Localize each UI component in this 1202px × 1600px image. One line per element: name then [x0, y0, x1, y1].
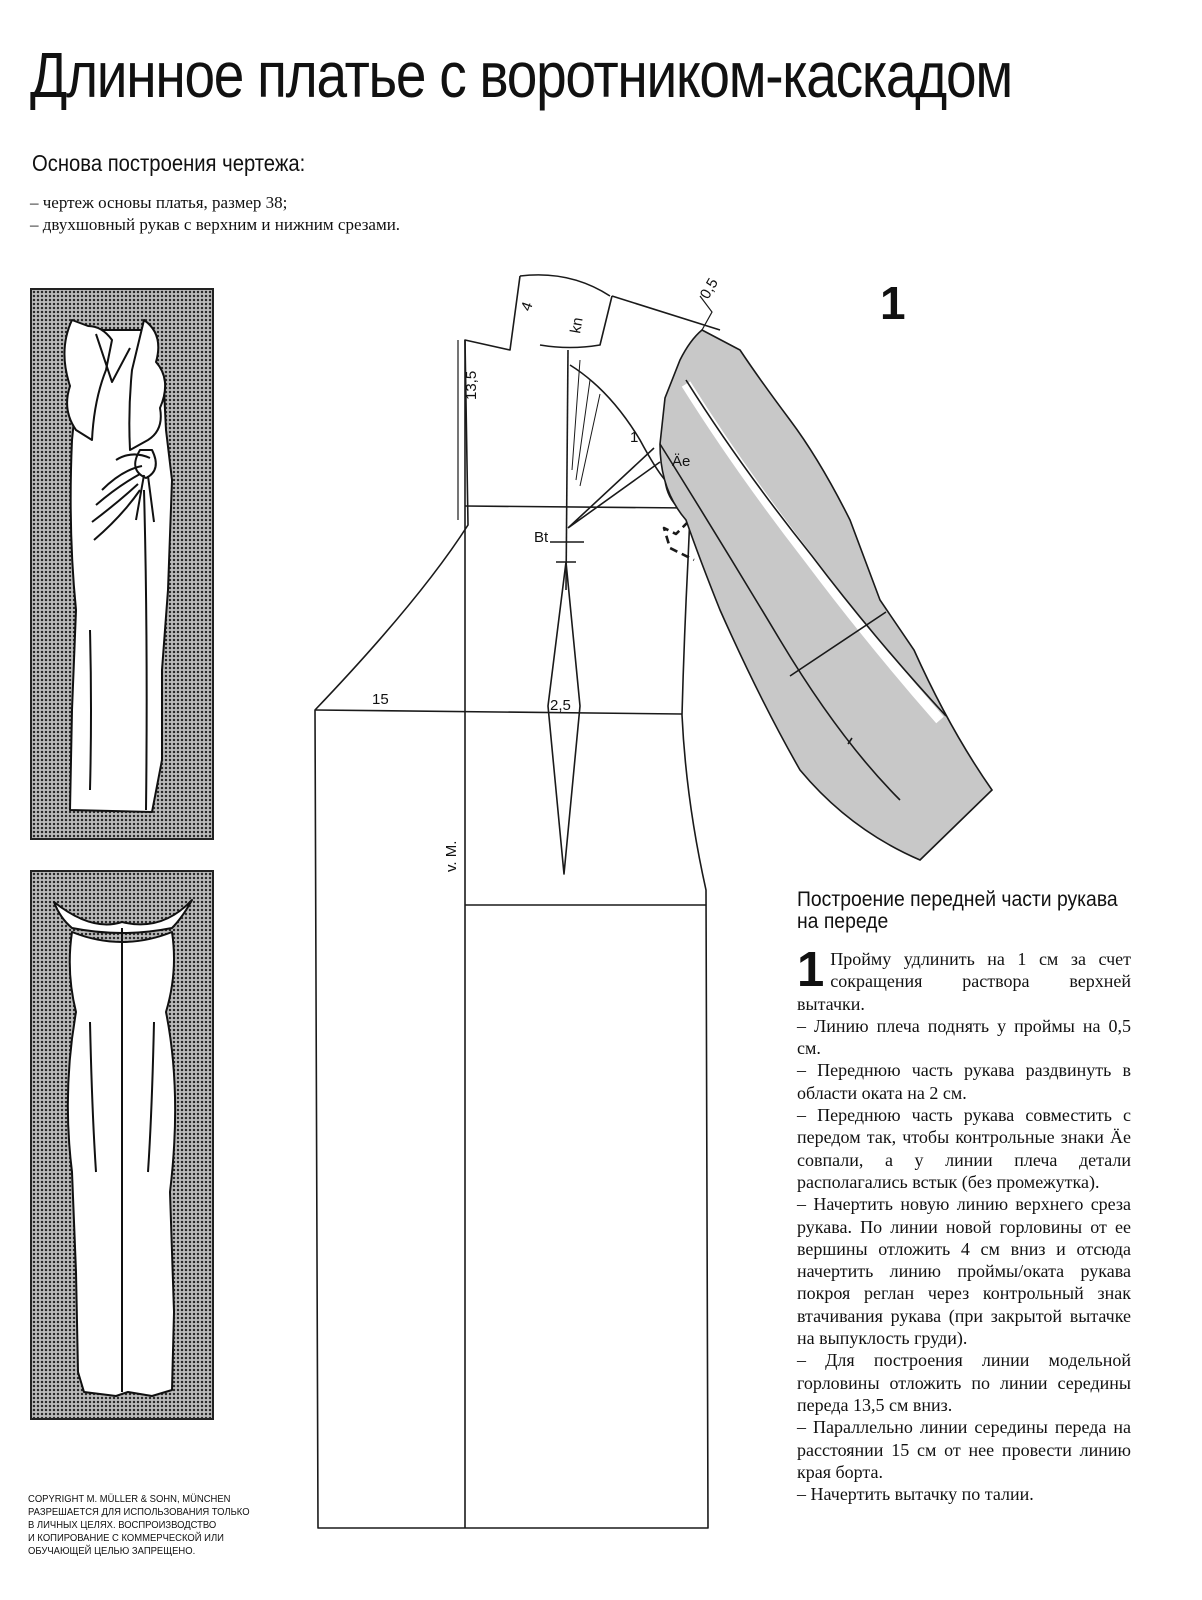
copyright-notice — [28, 1493, 250, 1558]
label-notch-mark: Äe — [672, 453, 691, 470]
label-armhole-extension: 1 — [630, 429, 639, 446]
instruction-paragraph: – Начертить новую линию верхнего среза рукава. По линии новой горловины от ее вершины отложить 4 см вниз и отсюда начертить линию проймы/оката рукава покроя реглан через контрольный знак втачивания рукава (при закрытой вытачке на выпуклость груди). — [797, 1194, 1131, 1349]
figure-number: 1 — [880, 277, 906, 329]
sleeve-shape — [660, 330, 992, 860]
label-front-edge-distance: 15 — [372, 691, 389, 708]
basis-item: – чертеж основы платья, размер 38; — [30, 193, 288, 212]
label-bust-point: Bt — [534, 529, 549, 546]
copyright-line: В ЛИЧНЫХ ЦЕЛЯХ. ВОСПРОИЗВОДСТВО — [28, 1519, 217, 1531]
label-shoulder-point: kn — [567, 316, 587, 335]
bust-line — [465, 506, 690, 508]
step-number: 1 — [797, 943, 825, 997]
instruction-paragraph: – Переднюю часть рукава совместить с передом так, чтобы контрольные знаки Äe совпали, а у линии плеча детали располагались встык (без промежутка). — [797, 1105, 1131, 1192]
label-center-front: v. M. — [443, 840, 460, 872]
copyright-line: ОБУЧАЮЩЕЙ ЦЕЛЬЮ ЗАПРЕЩЕНО. — [28, 1545, 196, 1557]
basis-heading: Основа построения чертежа: — [32, 150, 306, 176]
sleeve — [660, 330, 992, 860]
instruction-paragraph: – Линию плеча поднять у проймы на 0,5 см. — [797, 1015, 1131, 1059]
instructions-body — [797, 943, 1131, 1505]
bodice-outline — [315, 276, 708, 1528]
waist-dart — [548, 562, 580, 874]
upper-dart — [568, 448, 660, 528]
instruction-paragraph: – Параллельно линии середины переда на расстоянии 15 см от нее провести линию края борта. — [797, 1417, 1131, 1482]
instruction-paragraph: – Переднюю часть рукава раздвинуть в области оката на 2 см. — [797, 1060, 1131, 1103]
instruction-paragraph: – Для построения линии модельной горловины отложить по линии середины переда 13,5 см вниз. — [797, 1350, 1131, 1415]
label-neck-depth: 13,5 — [463, 370, 480, 400]
copyright-line: И КОПИРОВАНИЕ С КОММЕРЧЕСКОЙ ИЛИ — [28, 1532, 224, 1544]
copyright-line: COPYRIGHT M. MÜLLER & SOHN, MÜNCHEN — [28, 1493, 231, 1505]
bust-vertical — [566, 350, 568, 590]
instructions-heading: Построение передней части рукава на переде — [797, 887, 1118, 933]
waist-line — [315, 710, 682, 714]
neckline — [520, 275, 610, 296]
dart-stitch — [572, 360, 600, 486]
basis-item: – двухшовный рукав с верхним и нижним срезами. — [30, 215, 401, 234]
label-shoulder-raise: 0,5 — [696, 275, 722, 302]
instruction-paragraph: – Начертить вытачку по талии. — [797, 1484, 1034, 1505]
copyright-line: РАЗРЕШАЕТСЯ ДЛЯ ИСПОЛЬЗОВАНИЯ ТОЛЬКО — [28, 1506, 250, 1518]
page-title: Длинное платье с воротником-каскадом — [30, 39, 1012, 111]
label-dart-width: 2,5 — [550, 697, 571, 714]
instruction-paragraph: Пройму удлинить на 1 см за счет сокращения раствора верхней вытачки. — [797, 949, 1131, 1014]
label-collar-offset: 4 — [517, 299, 537, 314]
